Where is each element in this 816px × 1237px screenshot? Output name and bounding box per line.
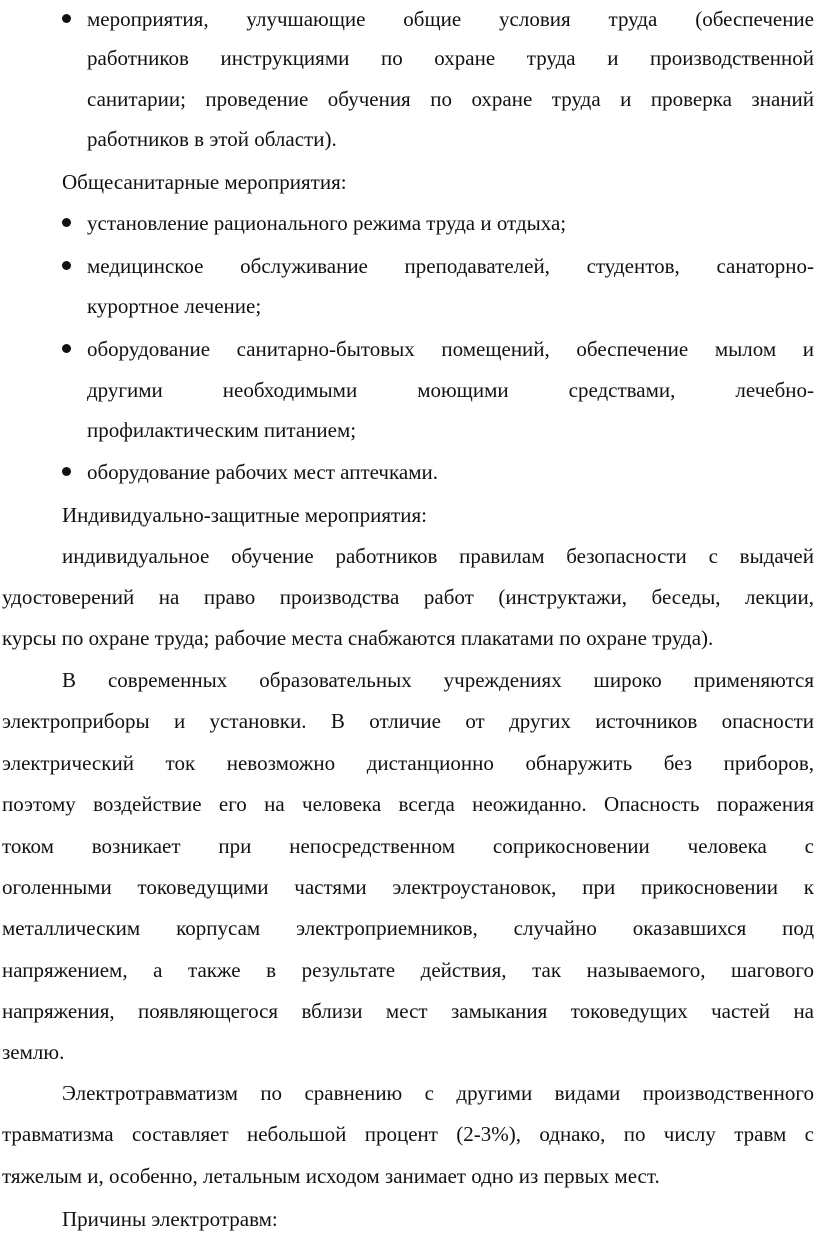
- text-line: напряжением, а также в результате действия, так называемого, шагового: [2, 958, 814, 982]
- text-line: электроприборы и установки. В отличие от других источников опасности: [2, 709, 814, 733]
- text-line: мероприятия, улучшающие общие условия труда (обеспечение: [87, 7, 814, 31]
- text-line: напряжения, появляющегося вблизи мест замыкания токоведущих частей на: [2, 999, 814, 1023]
- text-line: В современных образовательных учреждениях широко применяются: [62, 668, 814, 692]
- text-line: Электротравматизм по сравнению с другими видами производственного: [62, 1081, 814, 1105]
- text-line: работников в этой области).: [87, 127, 337, 151]
- bullet-icon: [62, 14, 71, 23]
- text-line: профилактическим питанием;: [87, 418, 357, 442]
- bullet-icon: [62, 467, 71, 476]
- text-line: санитарии; проведение обучения по охране труда и проверка знаний: [87, 87, 814, 111]
- text-line: оборудование санитарно-бытовых помещений, обеспечение мылом и: [87, 337, 814, 361]
- text-line: землю.: [2, 1040, 65, 1064]
- text-line: курортное лечение;: [87, 294, 262, 318]
- text-line: травматизма составляет небольшой процент (2-3%), однако, по числу травм с: [2, 1122, 814, 1146]
- text-line: оголенными токоведущими частями электроустановок, при прикосновении к: [2, 875, 814, 899]
- bullet-icon: [62, 261, 71, 270]
- text-line: медицинское обслуживание преподавателей, студентов, санаторно-: [87, 254, 814, 278]
- text-line: индивидуальное обучение работников правилам безопасности с выдачей: [62, 544, 814, 568]
- text-line: поэтому воздействие его на человека всегда неожиданно. Опасность поражения: [2, 792, 814, 816]
- section-heading: Общесанитарные мероприятия:: [62, 170, 347, 194]
- text-line: металлическим корпусам электроприемников, случайно оказавшихся под: [2, 916, 814, 940]
- text-line: работников инструкциями по охране труда и производственной: [87, 46, 814, 70]
- text-line: установление рационального режима труда и отдыха;: [87, 211, 567, 235]
- text-line: электрический ток невозможно дистанционно обнаружить без приборов,: [2, 751, 814, 775]
- text-line: оборудование рабочих мест аптечками.: [87, 460, 438, 484]
- text-line: тяжелым и, особенно, летальным исходом занимает одно из первых мест.: [2, 1164, 660, 1188]
- text-line: удостоверений на право производства работ (инструктажи, беседы, лекции,: [2, 585, 814, 609]
- section-heading: Индивидуально-защитные мероприятия:: [62, 503, 427, 527]
- section-heading: Причины электротравм:: [62, 1207, 278, 1231]
- bullet-icon: [62, 218, 71, 227]
- text-line: курсы по охране труда; рабочие места снабжаются плакатами по охране труда).: [2, 626, 714, 650]
- text-line: током возникает при непосредственном соприкосновении человека с: [2, 834, 814, 858]
- bullet-icon: [62, 344, 71, 353]
- text-line: другими необходимыми моющими средствами, лечебно-: [87, 378, 814, 402]
